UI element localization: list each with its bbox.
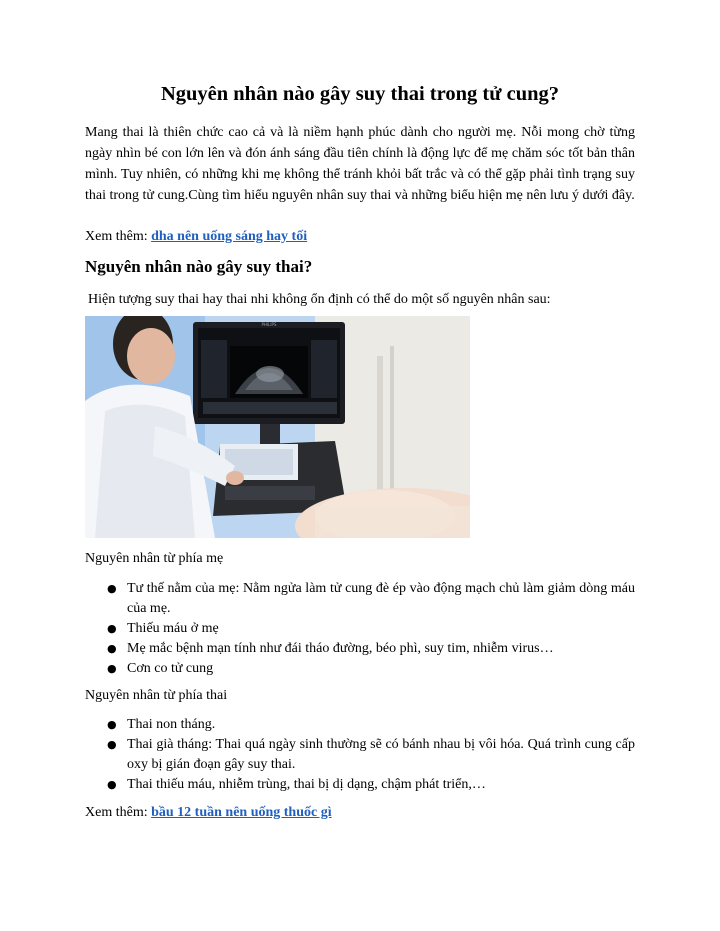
list-item: ● Thiếu máu ở mẹ [85, 619, 635, 639]
fetus-causes-list [85, 715, 635, 795]
section-lead: Hiện tượng suy thai hay thai nhi không ổn định có thể do một số nguyên nhân sau: [88, 292, 551, 307]
bullet-icon: ● [107, 718, 117, 731]
intro-paragraph: Mang thai là thiên chức cao cả và là niềm hạnh phúc dành cho người mẹ. Nỗi mong chờ từng ngày nhìn bé con lớn lên và đón ánh sáng đầu tiên chính là động lực để mẹ chăm sóc tốt bản thân mình. Tuy nhiên, có những khi mẹ không thể tránh khỏi bất trắc và có thể gặp phải tình trạng suy thai trong tử cung.Cùng tìm hiểu nguyên nhân suy thai và những biểu hiện mẹ nên lưu ý dưới đây. [85, 125, 635, 203]
section-heading: Nguyên nhân nào gây suy thai? [85, 257, 313, 276]
bullet-icon: ● [107, 582, 117, 595]
ultrasound-photo [85, 316, 470, 538]
fetus-causes-heading: Nguyên nhân từ phía thai [85, 688, 228, 703]
list-item: ● Mẹ mắc bệnh mạn tính như đái tháo đường, béo phì, suy tim, nhiễm virus… [85, 639, 635, 659]
list-item: ● Thai thiếu máu, nhiễm trùng, thai bị dị dạng, chậm phát triển,… [85, 775, 635, 795]
page-title: Nguyên nhân nào gây suy thai trong tử cung? [160, 83, 560, 105]
bullet-icon: ● [107, 622, 117, 635]
bullet-icon: ● [107, 738, 117, 751]
bullet-icon: ● [107, 642, 117, 655]
bullet-icon: ● [107, 778, 117, 791]
see-more-2 [85, 803, 332, 823]
bullet-icon: ● [107, 662, 117, 675]
mother-causes-heading: Nguyên nhân từ phía mẹ [85, 551, 224, 566]
see-more-label: Xem thêm: [85, 229, 152, 244]
see-more-label: Xem thêm: [85, 805, 152, 820]
see-more-link-dha[interactable]: dha nên uống sáng hay tối [151, 229, 308, 244]
list-item: ● Thai non tháng. [85, 715, 635, 735]
mother-causes-list [85, 579, 635, 679]
list-item: ● Thai già tháng: Thai quá ngày sinh thường sẽ có bánh nhau bị vôi hóa. Quá trình cung cấp oxy bị gián đoạn gây suy thai. [107, 737, 635, 772]
see-more-1 [85, 227, 307, 247]
monitor-brand-label: PHILIPS [261, 322, 277, 327]
see-more-link-12-weeks[interactable]: bầu 12 tuần nên uống thuốc gì [151, 805, 332, 820]
list-item: ● Cơn co tử cung [85, 659, 635, 679]
list-item: ● Tư thế nằm của mẹ: Nằm ngửa làm tử cung đè ép vào động mạch chủ làm giảm dòng máu của mẹ. [107, 581, 635, 616]
ultrasound-illustration [85, 316, 470, 538]
